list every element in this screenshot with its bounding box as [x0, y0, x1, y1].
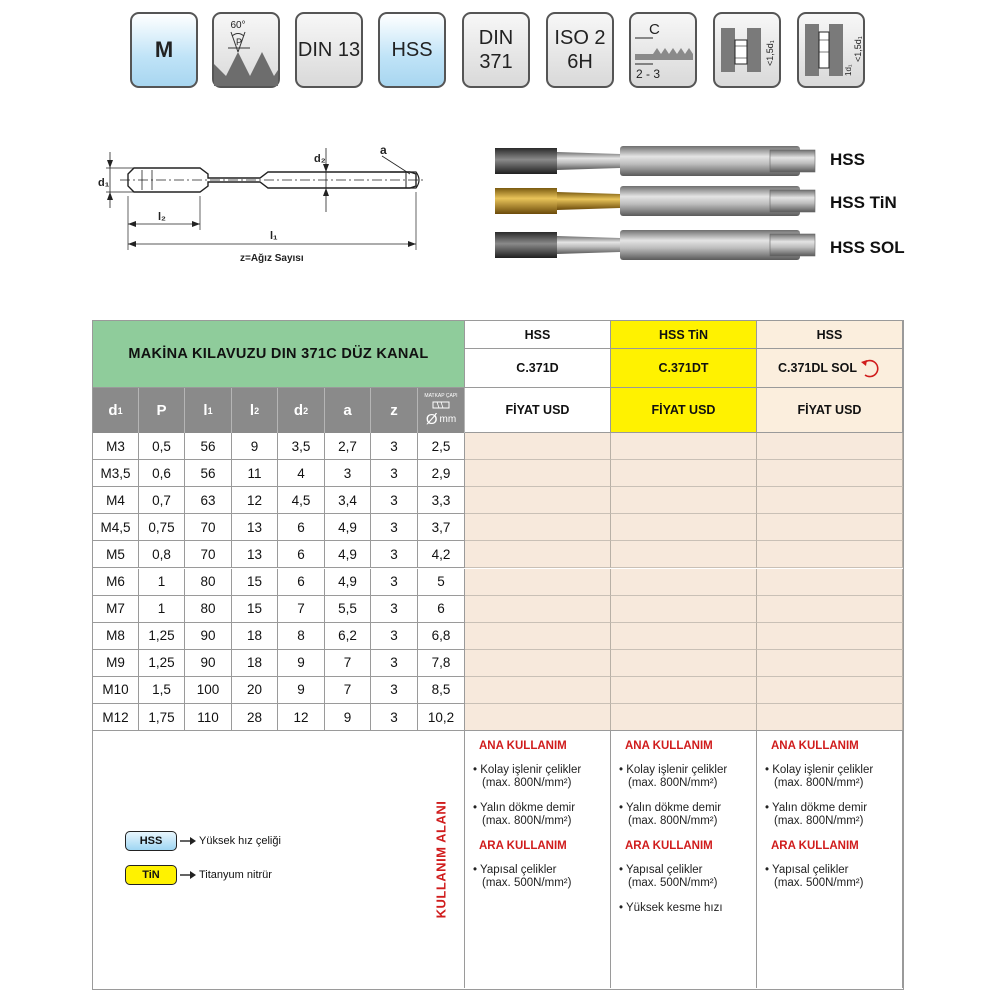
price-cell[interactable]	[611, 433, 757, 460]
table-cell: 3,7	[418, 514, 465, 541]
table-cell: 7	[278, 596, 325, 623]
price-cell[interactable]	[757, 677, 903, 704]
usage-item-limit: (max. 800N/mm²)	[482, 815, 572, 827]
din371-icon	[462, 12, 530, 88]
table-cell: 4,5	[278, 487, 325, 514]
price-cell[interactable]	[757, 514, 903, 541]
main-usage-heading: ANA KULLANIM	[771, 740, 859, 752]
table-cell: 0,5	[139, 433, 185, 460]
column-header-symbol: l	[203, 402, 208, 419]
price-cell[interactable]	[757, 433, 903, 460]
table-cell: 7,8	[418, 650, 465, 677]
table-cell: 8	[278, 623, 325, 650]
usage-item-title: • Yapısal çelikler	[473, 864, 557, 876]
usage-item	[765, 802, 902, 828]
table-cell: 5	[418, 569, 465, 596]
table-cell: 10,2	[418, 704, 465, 731]
table-cell: 0,75	[139, 514, 185, 541]
column-header-d1	[93, 388, 139, 433]
table-cell: 11	[232, 460, 278, 487]
blind-hole-icon	[713, 12, 781, 88]
table-cell: 18	[232, 650, 278, 677]
table-title: MAKİNA KILAVUZU DIN 371C DÜZ KANAL	[93, 321, 465, 388]
table-cell: 3,4	[325, 487, 371, 514]
price-cell[interactable]	[611, 704, 757, 731]
usage-item-limit: (max. 800N/mm²)	[628, 815, 718, 827]
din-line1: DIN	[478, 27, 514, 49]
table-cell: 1,25	[139, 623, 185, 650]
variant-head-code-3-text: C.371DL SOL	[778, 361, 857, 375]
usage-item	[765, 864, 902, 890]
secondary-usage-heading: ARA KULLANIM	[625, 840, 713, 852]
price-cell[interactable]	[611, 541, 757, 568]
table-cell: 28	[232, 704, 278, 731]
column-header-subscript: 2	[254, 405, 260, 416]
usage-item-title: • Kolay işlenir çelikler	[473, 764, 582, 776]
table-cell: 6,2	[325, 623, 371, 650]
price-cell[interactable]	[757, 650, 903, 677]
column-header-symbol: l	[249, 402, 255, 419]
column-header-p	[139, 388, 185, 433]
row-thread-size: M5	[93, 541, 139, 568]
usage-item-limit: (max. 800N/mm²)	[628, 777, 718, 789]
table-cell: 3	[371, 704, 418, 731]
table-cell: 3,3	[418, 487, 465, 514]
table-cell: 3	[371, 487, 418, 514]
arrow-right-icon	[180, 870, 196, 880]
price-cell[interactable]	[611, 569, 757, 596]
column-header-drill-diameter	[418, 388, 465, 433]
table-cell: 3	[371, 677, 418, 704]
legend-text-tin: Titanyum nitrür	[199, 869, 272, 881]
row-thread-size: M4,5	[93, 514, 139, 541]
specification-icon-row	[0, 0, 1000, 100]
usage-column-2	[611, 730, 757, 988]
price-cell[interactable]	[757, 623, 903, 650]
usage-item	[473, 802, 610, 828]
price-cell[interactable]	[757, 596, 903, 623]
row-thread-size: M9	[93, 650, 139, 677]
variant-head-code-3	[757, 349, 903, 388]
table-cell: 12	[232, 487, 278, 514]
table-cell: 7	[325, 677, 371, 704]
thread-profile-icon	[212, 12, 280, 88]
usage-item-title: • Yalın dökme demir	[473, 802, 576, 814]
usage-item-title: • Kolay işlenir çelikler	[619, 764, 728, 776]
price-cell[interactable]	[465, 460, 611, 487]
table-cell: 4,9	[325, 541, 371, 568]
table-cell: 70	[185, 541, 232, 568]
table-cell: 4,9	[325, 514, 371, 541]
row-thread-size: M7	[93, 596, 139, 623]
a-label: a	[380, 143, 387, 157]
table-cell: 4,9	[325, 569, 371, 596]
table-cell: 20	[232, 677, 278, 704]
usage-item-limit: (max. 500N/mm²)	[482, 877, 572, 889]
table-cell: 1,25	[139, 650, 185, 677]
variant-label-hss: HSS	[830, 150, 865, 169]
legend-hss	[125, 831, 281, 851]
left-hand-rotation-icon	[859, 357, 881, 379]
variant-head-material-2: HSS TiN	[611, 321, 757, 349]
usage-item-limit: (max. 800N/mm²)	[774, 815, 864, 827]
table-cell: 6	[278, 514, 325, 541]
column-header-symbol: a	[343, 402, 352, 419]
variant-head-price-1: FİYAT USD	[465, 388, 611, 433]
table-cell: 12	[278, 704, 325, 731]
table-cell: 2,9	[418, 460, 465, 487]
price-cell[interactable]	[465, 514, 611, 541]
d1-label: d₁	[98, 177, 110, 189]
price-cell[interactable]	[465, 433, 611, 460]
table-cell: 56	[185, 460, 232, 487]
metric-label: M	[154, 37, 174, 62]
row-thread-size: M3,5	[93, 460, 139, 487]
table-cell: 56	[185, 433, 232, 460]
usage-item-limit: (max. 500N/mm²)	[628, 877, 718, 889]
tap-hss-tin-image	[495, 186, 815, 216]
table-cell: 90	[185, 623, 232, 650]
row-thread-size: M6	[93, 569, 139, 596]
table-cell: 70	[185, 514, 232, 541]
usage-item	[619, 902, 756, 915]
drill-bit-icon	[431, 399, 451, 411]
tolerance-icon	[546, 12, 614, 88]
table-cell: 1,5	[139, 677, 185, 704]
price-cell[interactable]	[611, 623, 757, 650]
drawing-caption: z=Ağız Sayısı	[240, 253, 304, 264]
main-usage-heading: ANA KULLANIM	[479, 740, 567, 752]
through-small-label: 1d₁	[844, 64, 853, 76]
table-cell: 5,5	[325, 596, 371, 623]
tap-dimension-drawing	[90, 140, 440, 270]
row-thread-size: M8	[93, 623, 139, 650]
legend-chip-tin: TiN	[125, 865, 177, 885]
column-header-symbol: P	[156, 402, 167, 419]
chamfer-range: 2 - 3	[636, 67, 661, 81]
din-line2: 371	[479, 51, 513, 73]
table-cell: 100	[185, 677, 232, 704]
secondary-usage-heading: ARA KULLANIM	[771, 840, 859, 852]
legend-chip-hss: HSS	[125, 831, 177, 851]
usage-item	[619, 864, 756, 890]
metric-thread-icon	[130, 12, 198, 88]
tap-hss-image	[495, 146, 815, 176]
row-thread-size: M3	[93, 433, 139, 460]
table-cell: 3	[371, 460, 418, 487]
table-cell: 3	[371, 650, 418, 677]
price-cell[interactable]	[757, 460, 903, 487]
price-cell[interactable]	[611, 487, 757, 514]
usage-item	[765, 764, 902, 790]
table-cell: 63	[185, 487, 232, 514]
arrow-right-icon	[180, 836, 196, 846]
usage-side-label-text: KULLANIM ALANI	[433, 800, 449, 918]
table-cell: 15	[232, 596, 278, 623]
iso-line1: ISO 2	[554, 27, 606, 49]
price-cell[interactable]	[757, 569, 903, 596]
table-cell: 18	[232, 623, 278, 650]
variant-head-material-1: HSS	[465, 321, 611, 349]
usage-item-title: • Kolay işlenir çelikler	[765, 764, 874, 776]
usage-item	[619, 802, 756, 828]
table-cell: 13	[232, 541, 278, 568]
pitch-label: P	[235, 37, 243, 47]
table-cell: 9	[325, 704, 371, 731]
price-cell[interactable]	[465, 541, 611, 568]
usage-item-title: • Yapısal çelikler	[765, 864, 849, 876]
variant-label-hss-sol: HSS SOL	[830, 238, 905, 257]
table-cell: 6	[418, 596, 465, 623]
column-header-symbol: d	[108, 402, 118, 419]
variant-head-price-2: FİYAT USD	[611, 388, 757, 433]
price-cell[interactable]	[757, 541, 903, 568]
through-hole-icon	[797, 12, 865, 88]
column-header-z	[371, 388, 418, 433]
usage-item-limit: (max. 800N/mm²)	[774, 777, 864, 789]
blind-depth-label: <1,5d₁	[765, 40, 775, 66]
table-cell: 3	[371, 596, 418, 623]
column-header-subscript: 2	[303, 405, 309, 416]
table-cell: 1,75	[139, 704, 185, 731]
column-header-subscript: 1	[207, 405, 213, 416]
thread-angle-label: 60°	[230, 20, 246, 31]
table-cell: 4	[278, 460, 325, 487]
table-cell: 8,5	[418, 677, 465, 704]
material-label: HSS	[391, 39, 433, 61]
price-cell[interactable]	[757, 704, 903, 731]
variant-head-code-1: C.371D	[465, 349, 611, 388]
usage-item	[473, 764, 610, 790]
table-cell: 9	[278, 677, 325, 704]
column-header-d2	[278, 388, 325, 433]
table-cell: 2,7	[325, 433, 371, 460]
price-cell[interactable]	[611, 596, 757, 623]
table-cell: 3	[371, 514, 418, 541]
tap-hss-sol-image	[495, 230, 815, 260]
chamfer-icon	[629, 12, 697, 88]
chamfer-letter: C	[649, 21, 660, 38]
table-cell: 90	[185, 650, 232, 677]
column-header-subscript: 1	[117, 405, 123, 416]
drill-header-unit: mm	[439, 414, 457, 425]
din13-icon	[295, 12, 363, 88]
price-cell[interactable]	[611, 460, 757, 487]
l1-label: l₁	[270, 230, 278, 242]
usage-item-title: • Yalın dökme demir	[619, 802, 722, 814]
iso-line2: 6H	[567, 51, 593, 73]
variant-head-material-3: HSS	[757, 321, 903, 349]
table-cell: 6,8	[418, 623, 465, 650]
table-cell: 9	[278, 650, 325, 677]
d2-label: d₂	[314, 153, 326, 165]
table-cell: 3	[325, 460, 371, 487]
price-cell[interactable]	[611, 677, 757, 704]
legend-tin	[125, 865, 272, 885]
table-cell: 1	[139, 569, 185, 596]
price-cell[interactable]	[465, 487, 611, 514]
main-usage-heading: ANA KULLANIM	[625, 740, 713, 752]
usage-item-title: • Yüksek kesme hızı	[619, 902, 723, 914]
usage-item-limit: (max. 500N/mm²)	[774, 877, 864, 889]
row-thread-size: M4	[93, 487, 139, 514]
usage-column-3	[757, 730, 903, 988]
usage-divider	[93, 730, 903, 731]
table-cell: 80	[185, 596, 232, 623]
table-cell: 0,6	[139, 460, 185, 487]
drill-header-caption: MATKAP ÇAPI	[424, 393, 458, 399]
diameter-icon: Ø	[425, 411, 438, 428]
variant-label-hss-tin: HSS TiN	[830, 193, 897, 212]
usage-item-title: • Yalın dökme demir	[765, 802, 868, 814]
price-cell[interactable]	[611, 514, 757, 541]
hss-material-icon	[378, 12, 446, 88]
usage-item-title: • Yapısal çelikler	[619, 864, 703, 876]
column-header-l2	[232, 388, 278, 433]
table-cell: 6	[278, 541, 325, 568]
price-cell[interactable]	[465, 569, 611, 596]
column-header-l1	[185, 388, 232, 433]
column-header-symbol: d	[293, 402, 304, 419]
usage-side-label	[418, 730, 465, 988]
column-header-a	[325, 388, 371, 433]
table-cell: 13	[232, 514, 278, 541]
variant-head-price-3: FİYAT USD	[757, 388, 903, 433]
table-cell: 80	[185, 569, 232, 596]
table-cell: 6	[278, 569, 325, 596]
through-depth-label: <1,5d₁	[853, 36, 863, 62]
secondary-usage-heading: ARA KULLANIM	[479, 840, 567, 852]
price-cell[interactable]	[465, 623, 611, 650]
usage-item	[473, 864, 610, 890]
variant-head-code-2: C.371DT	[611, 349, 757, 388]
table-cell: 3	[371, 623, 418, 650]
usage-column-1	[465, 730, 611, 988]
l2-label: l₂	[158, 211, 166, 223]
table-cell: 3,5	[278, 433, 325, 460]
row-thread-size: M10	[93, 677, 139, 704]
table-cell: 3	[371, 569, 418, 596]
price-cell[interactable]	[611, 650, 757, 677]
table-cell: 0,8	[139, 541, 185, 568]
table-cell: 3	[371, 433, 418, 460]
table-cell: 9	[232, 433, 278, 460]
table-cell: 110	[185, 704, 232, 731]
standard-label: DIN 13	[297, 39, 361, 61]
price-cell[interactable]	[465, 704, 611, 731]
column-header-symbol: z	[390, 402, 398, 419]
usage-item	[619, 764, 756, 790]
price-cell[interactable]	[465, 677, 611, 704]
usage-item-limit: (max. 800N/mm²)	[482, 777, 572, 789]
price-cell[interactable]	[465, 596, 611, 623]
legend-text-hss: Yüksek hız çeliği	[199, 835, 281, 847]
table-cell: 4,2	[418, 541, 465, 568]
table-cell: 2,5	[418, 433, 465, 460]
table-cell: 0,7	[139, 487, 185, 514]
table-cell: 15	[232, 569, 278, 596]
table-cell: 7	[325, 650, 371, 677]
row-thread-size: M12	[93, 704, 139, 731]
price-cell[interactable]	[757, 487, 903, 514]
price-cell[interactable]	[465, 650, 611, 677]
table-cell: 1	[139, 596, 185, 623]
table-cell: 3	[371, 541, 418, 568]
